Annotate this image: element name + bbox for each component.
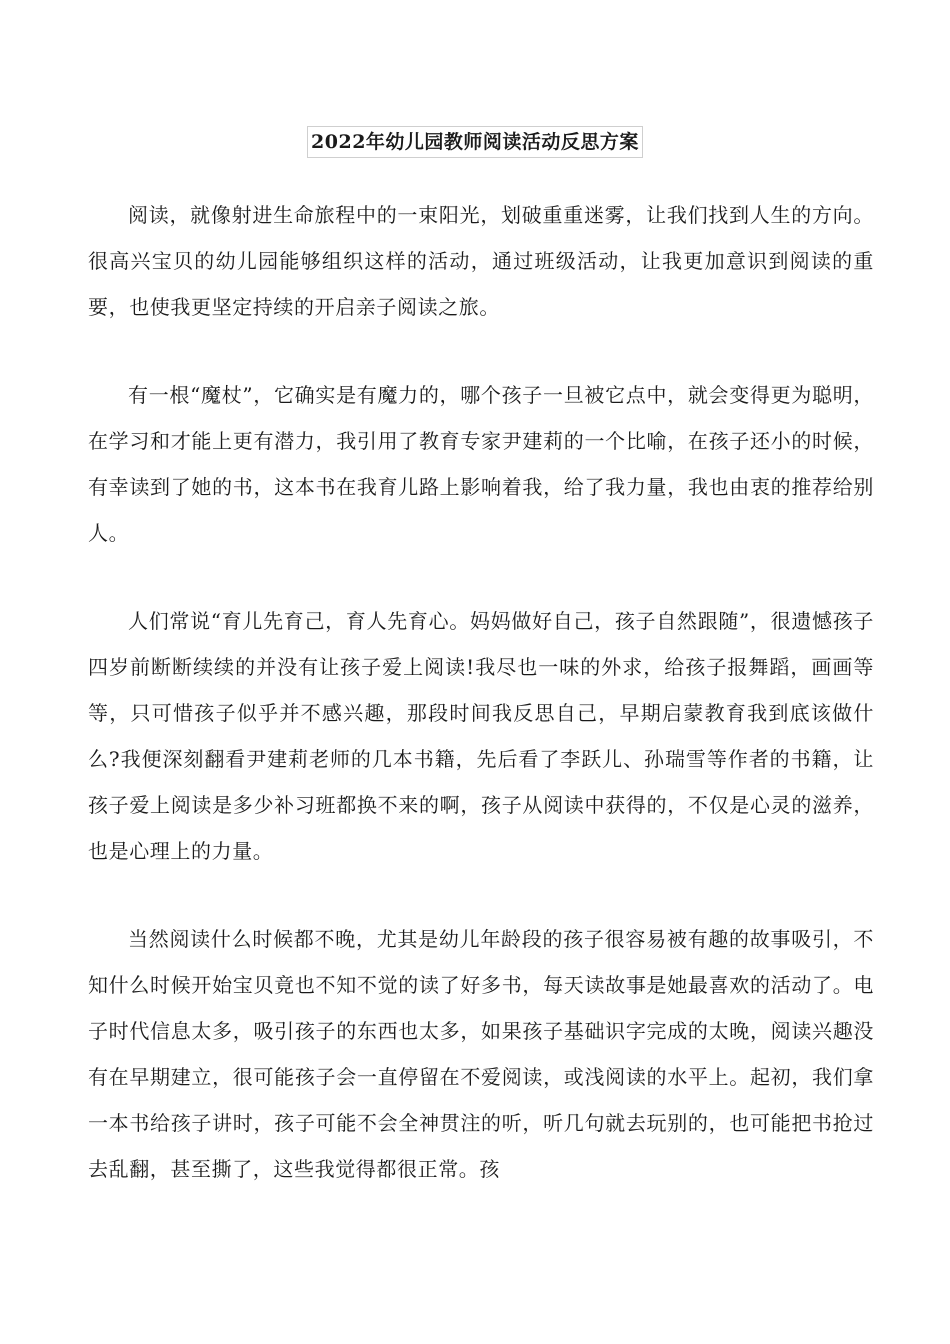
paragraph-2: 有一根“魔杖”，它确实是有魔力的，哪个孩子一旦被它点中，就会变得更为聪明，在学习和才能上更有潜力，我引用了教育专家尹建莉的一个比喻，在孩子还小的时候，有幸读到了她的书，这本书在我育儿路上影响着我，给了我力量，我也由衷的推荐给别人。 xyxy=(88,383,874,545)
document-body xyxy=(88,192,874,1234)
title-container xyxy=(0,126,950,158)
paragraph-1: 阅读，就像射进生命旅程中的一束阳光，划破重重迷雾，让我们找到人生的方向。 很高兴宝贝的幼儿园能够组织这样的活动，通过班级活动，让我更加意识到阅读的重要，也使我更坚定持续的开启亲子阅读之旅。 xyxy=(88,203,874,319)
paragraph-3: 人们常说“育儿先育己，育人先育心。妈妈做好自己，孩子自然跟随”，很遗憾孩子四岁前断断续续的并没有让孩子爱上阅读!我尽也一味的外求，给孩子报舞蹈，画画等等，只可惜孩子似乎并不感兴趣，那段时间我反思自己，早期启蒙教育我到底该做什么?我便深刻翻看尹建莉老师的几本书籍，先后看了李跃儿、孙瑞雪等作者的书籍，让孩子爱上阅读是多少补习班都换不来的啊，孩子从阅读中获得的，不仅是心灵的滋养，也是心理上的力量。 xyxy=(88,609,874,863)
document-title: 2022年幼儿园教师阅读活动反思方案 xyxy=(307,126,643,158)
paragraph-4: 当然阅读什么时候都不晚，尤其是幼儿年龄段的孩子很容易被有趣的故事吸引，不知什么时候开始宝贝竟也不知不觉的读了好多书，每天读故事是她最喜欢的活动了。电子时代信息太多，吸引孩子的东西也太多，如果孩子基础识字完成的太晚，阅读兴趣没有在早期建立，很可能孩子会一直停留在不爱阅读，或浅阅读的水平上。起初，我们拿一本书给孩子讲时，孩子可能不会全神贯注的听，听几句就去玩别的，也可能把书抢过去乱翻，甚至撕了，这些我觉得都很正常。孩 xyxy=(88,927,874,1181)
